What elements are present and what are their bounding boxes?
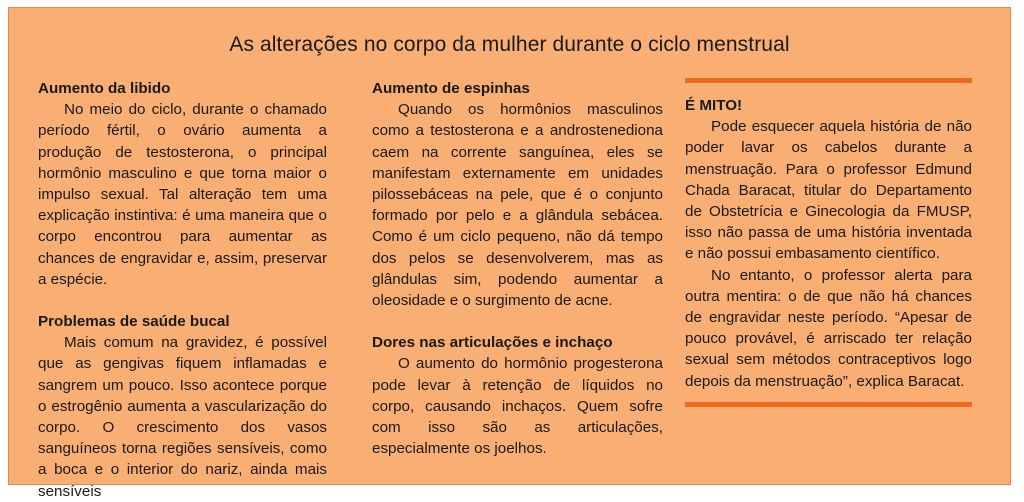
section-heading-libido: Aumento da libido (38, 80, 171, 97)
section-heading-oral-health: Problemas de saúde bucal (38, 313, 230, 331)
sidebar-top-rule (685, 78, 972, 83)
myth-text-2: No entanto, o professor alerta para outra mentira: o de que não há chances de engravidar neste período. “Apesar de pouco provável, é arriscado ter relação sexual sem métodos contraceptivos logo depois da menstruação”, explica Baracat. (685, 266, 972, 390)
spacer (372, 311, 663, 332)
myth-heading: É MITO! (685, 97, 743, 114)
section-text-oral-health: Mais comum na gravidez, é possível que as gengivas fiquem inflamadas e sangrem um pouco. Isso acontece porque o estrogênio aumenta a vascularização do corpo. O crescimento dos vasos sanguíneos torna regiões sensíveis, como a boca e o interior do nariz, ainda mais sensíveis (38, 334, 327, 500)
column-right-sidebar (685, 78, 972, 407)
article-title: As alterações no corpo da mulher durante o ciclo menstrual (229, 33, 790, 56)
column-middle (372, 78, 663, 459)
sidebar-bottom-rule (685, 402, 972, 407)
section-heading-joints: Dores nas articulações e inchaço (372, 334, 613, 352)
article-box (8, 7, 1011, 500)
section-text-joints: O aumento do hormônio progesterona pode levar à retenção de líquidos no corpo, causando inchaços. Quem sofre com isso são as articulações, especialmente os joelhos. (372, 355, 663, 458)
section-text-acne: Quando os hormônios masculinos como a testosterona e a androstenediona caem na corrente sanguínea, eles se manifestam externamente em unidades pilossebáceas na pele, que é o conjunto formado por pelo e a glândula sebácea. Como é um ciclo pequeno, não dá tempo dos pelos se desenvolverem, mas as glândulas sim, podendo aumentar a oleosidade e o surgimento de acne. (372, 101, 663, 310)
myth-text-1: Pode esquecer aquela história de não poder lavar os cabelos durante a menstruação. Para o professor Edmund Chada Baracat, titular do Departamento de Obstetrícia e Ginecologia da FMUSP, isso não passa de uma história inventada e não possui embasamento científico. (685, 118, 972, 263)
column-left (38, 78, 327, 502)
section-heading-acne: Aumento de espinhas (372, 80, 530, 97)
section-text-libido: No meio do ciclo, durante o chamado período fértil, o ovário aumenta a produção de testosterona, o principal hormônio masculino e que torna maior o impulso sexual. Tal alteração tem uma explicação instintiva: é uma maneira que o corpo encontrou para aumentar as chances de engravidar e, assim, preservar a espécie. (38, 101, 327, 288)
spacer (38, 290, 327, 311)
